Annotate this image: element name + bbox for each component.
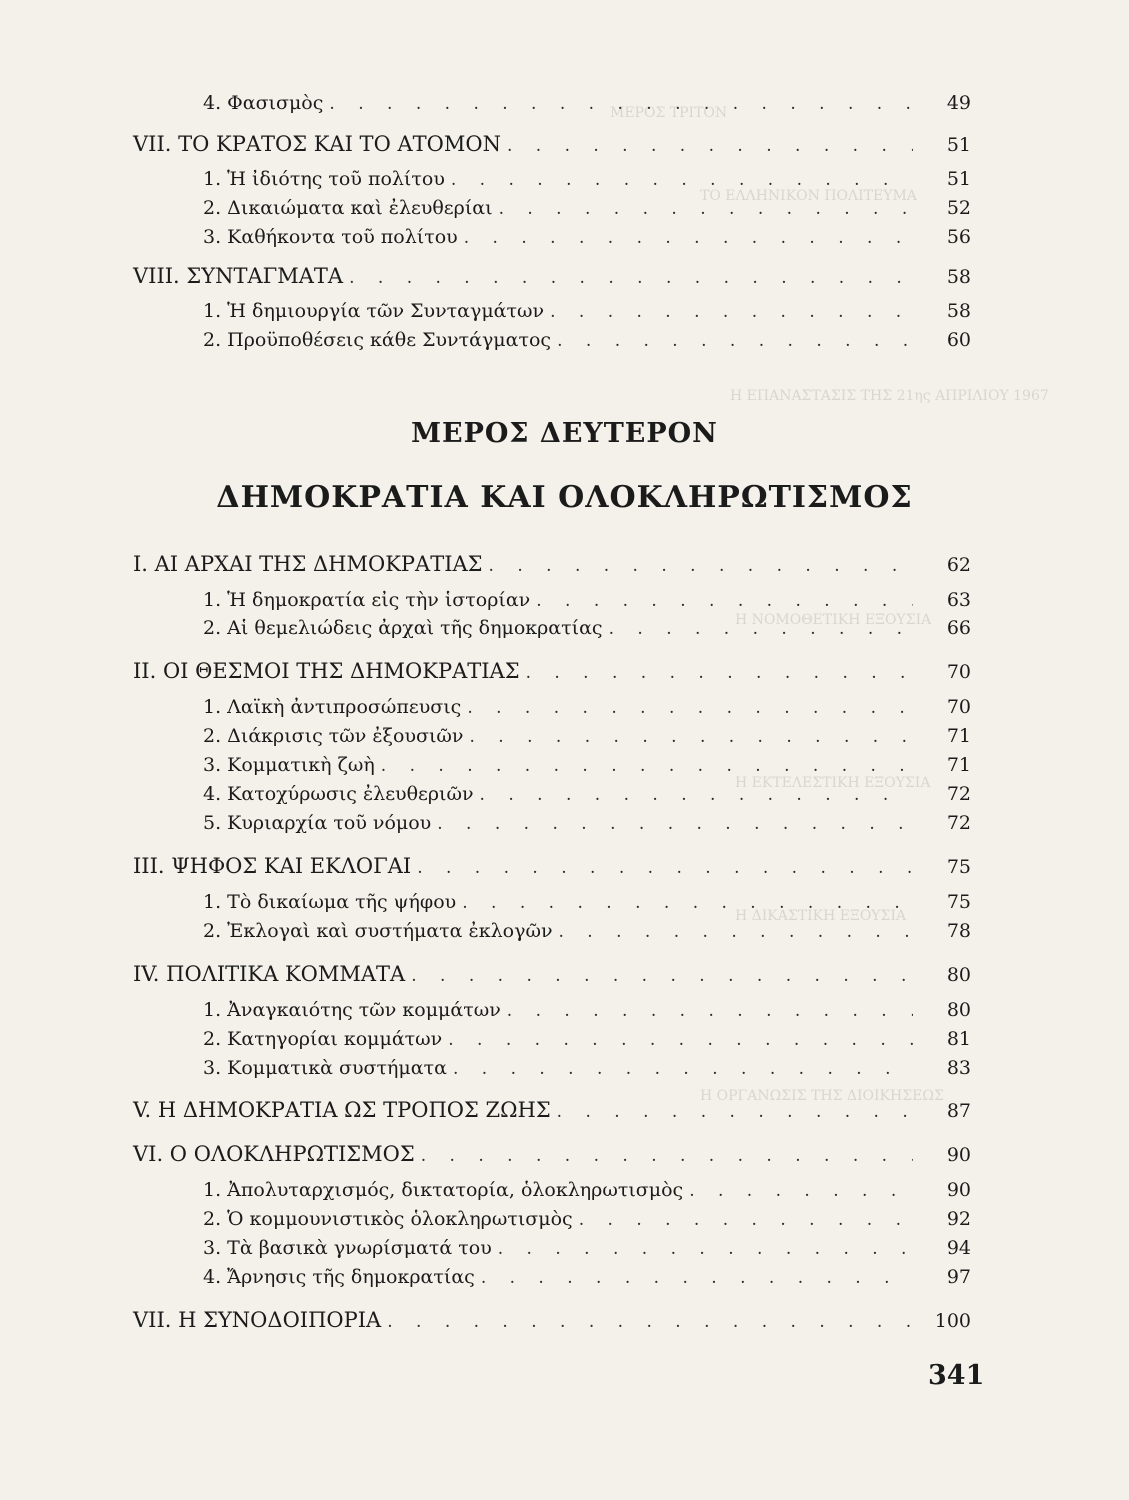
toc-entry[interactable]: [203, 222, 971, 252]
toc-page-number[interactable]: 70: [946, 696, 971, 718]
toc-chapter[interactable]: [133, 1139, 971, 1169]
toc-entry-label: 2. Προϋποθέσεις κάθε Συντάγματος: [203, 329, 552, 351]
toc-chapter-label: II. ΟΙ ΘΕΣΜΟΙ ΤΗΣ ΔΗΜΟΚΡΑΤΙΑΣ: [133, 659, 520, 683]
toc-page-number[interactable]: 100: [934, 1310, 971, 1332]
toc-chapter-label: III. ΨΗΦΟΣ ΚΑΙ ΕΚΛΟΓΑΙ: [133, 854, 412, 878]
toc-entry[interactable]: [203, 585, 971, 615]
toc-page-number[interactable]: 97: [946, 1266, 971, 1288]
dot-leader: [462, 888, 913, 918]
toc-entry-label: 5. Κυριαρχία τοῦ νόμου: [203, 812, 432, 834]
toc-page-number[interactable]: 66: [946, 617, 971, 639]
show-through-text: Η ΟΡΓΑΝΩΣΙΣ ΤΗΣ ΔΙΟΙΚΗΣΕΩΣ: [700, 1088, 944, 1104]
toc-page-number[interactable]: 80: [946, 999, 971, 1021]
page-number: 341: [928, 1360, 985, 1391]
toc-page-number[interactable]: 63: [946, 589, 971, 611]
dot-leader: [480, 780, 913, 810]
toc-page-number[interactable]: 87: [946, 1100, 971, 1122]
dot-leader: [464, 223, 913, 253]
dot-leader: [417, 853, 913, 883]
toc-entry-label: 2. Ἐκλογαὶ καὶ συστήματα ἐκλογῶν: [203, 920, 553, 942]
toc-page-number[interactable]: 58: [946, 300, 971, 322]
toc-chapter-label: V. Η ΔΗΜΟΚΡΑΤΙΑ ΩΣ ΤΡΟΠΟΣ ΖΩΗΣ: [133, 1098, 551, 1122]
dot-leader: [559, 917, 914, 947]
toc-entry[interactable]: [203, 1053, 971, 1083]
toc-page-number[interactable]: 51: [946, 134, 971, 156]
toc-entry[interactable]: [203, 721, 971, 751]
toc-page-number[interactable]: 51: [946, 168, 971, 190]
dot-leader: [469, 722, 913, 752]
toc-page-number[interactable]: 71: [946, 754, 971, 776]
toc-entry-label: 4. Φασισμὸς: [203, 92, 324, 114]
toc-entry-label: 1. Τὸ δικαίωμα τῆς ψήφου: [203, 891, 457, 913]
toc-chapter-label: VIII. ΣΥΝΤΑΓΜΑΤΑ: [133, 264, 344, 288]
toc-entry-label: 3. Κομματικὰ συστήματα: [203, 1057, 447, 1079]
dot-leader: [437, 809, 913, 839]
toc-entry-label: 2. Διάκρισις τῶν ἐξουσιῶν: [203, 725, 464, 747]
toc-page-number[interactable]: 80: [946, 964, 971, 986]
toc-chapter[interactable]: [133, 959, 971, 989]
dot-leader: [381, 751, 913, 781]
toc-entry-label: 1. Ἡ ἰδιότης τοῦ πολίτου: [203, 168, 445, 190]
show-through-text: Η ΔΙΚΑΣΤΙΚΗ ΕΞΟΥΣΙΑ: [735, 908, 907, 924]
toc-page-number[interactable]: 75: [946, 856, 971, 878]
toc-chapter-label: I. ΑΙ ΑΡΧΑΙ ΤΗΣ ΔΗΜΟΚΡΑΤΙΑΣ: [133, 552, 483, 576]
toc-entry-label: 1. Ἡ δημοκρατία εἰς τὴν ἱστορίαν: [203, 589, 531, 611]
toc-entry-label: 3. Κομματικὴ ζωὴ: [203, 754, 375, 776]
toc-chapter[interactable]: [133, 129, 971, 159]
toc-entry[interactable]: [203, 779, 971, 809]
toc-entry-label: 3. Καθήκοντα τοῦ πολίτου: [203, 226, 458, 248]
toc-page-number[interactable]: 58: [946, 266, 971, 288]
toc-entry[interactable]: [203, 692, 971, 722]
dot-leader: [421, 1141, 913, 1171]
toc-page-number[interactable]: 71: [946, 725, 971, 747]
toc-entry-label: 2. Κατηγορίαι κομμάτων: [203, 1028, 443, 1050]
toc-chapter-label: IV. ΠΟΛΙΤΙΚΑ ΚΟΜΜΑΤΑ: [133, 962, 406, 986]
show-through-text: Η ΕΚΤΕΛΕΣΤΙΚΗ ΕΞΟΥΣΙΑ: [735, 775, 931, 791]
show-through-text: ΜΕΡΟΣ ΤΡΙΤΟΝ: [610, 105, 728, 121]
toc-chapter-label: VI. Ο ΟΛΟΚΛΗΡΩΤΙΣΜΟΣ: [133, 1142, 415, 1166]
dot-leader: [609, 614, 913, 644]
toc-page-number[interactable]: 72: [946, 812, 971, 834]
toc-entry-label: 2. Δικαιώματα καὶ ἐλευθερίαι: [203, 197, 493, 219]
toc-chapter-label: VII. Η ΣΥΝΟΔΟΙΠΟΡΙΑ: [133, 1308, 382, 1332]
toc-page-number[interactable]: 56: [946, 226, 971, 248]
dot-leader: [467, 693, 913, 723]
toc-chapter[interactable]: [133, 656, 971, 686]
toc-page-number[interactable]: 60: [946, 329, 971, 351]
toc-entry-label: 1. Ἀναγκαιότης τῶν κομμάτων: [203, 999, 501, 1021]
dot-leader: [507, 131, 913, 161]
dot-leader: [453, 1054, 913, 1084]
toc-page-number[interactable]: 49: [946, 92, 971, 114]
toc-entry[interactable]: [203, 1233, 971, 1263]
toc-entry-label: 4. Ἄρνησις τῆς δημοκρατίας: [203, 1266, 475, 1288]
dot-leader: [499, 194, 913, 224]
dot-leader: [387, 1307, 913, 1337]
dot-leader: [451, 165, 913, 195]
toc-page-number[interactable]: 90: [946, 1144, 971, 1166]
toc-entry[interactable]: [203, 88, 971, 118]
toc-chapter[interactable]: [133, 1305, 971, 1335]
toc-entry-label: 2. Αἱ θεμελιώδεις ἀρχαὶ τῆς δημοκρατίας: [203, 617, 603, 639]
toc-entry[interactable]: [203, 613, 971, 643]
toc-page-number[interactable]: 92: [946, 1208, 971, 1230]
dot-leader: [329, 89, 913, 119]
toc-entry[interactable]: [203, 916, 971, 946]
toc-page-number[interactable]: 72: [946, 783, 971, 805]
toc-chapter[interactable]: [133, 261, 971, 291]
dot-leader: [557, 326, 913, 356]
dot-leader: [448, 1025, 913, 1055]
dot-leader: [507, 996, 913, 1026]
dot-leader: [498, 1234, 913, 1264]
toc-page-number[interactable]: 81: [946, 1028, 971, 1050]
toc-entry[interactable]: [203, 1262, 971, 1292]
toc-entry[interactable]: [203, 1024, 971, 1054]
toc-entry-label: 1. Λαϊκὴ ἀντιπροσώπευσις: [203, 696, 462, 718]
dot-leader: [536, 586, 913, 616]
toc-entry[interactable]: [203, 296, 971, 326]
toc-chapter[interactable]: [133, 549, 971, 579]
toc-entry[interactable]: [203, 164, 971, 194]
dot-leader: [689, 1176, 913, 1206]
toc-entry-label: 1. Ἀπολυταρχισμός, δικτατορία, ὁλοκληρωτισμὸς: [203, 1179, 684, 1201]
show-through-text: Η ΕΠΑΝΑΣΤΑΣΙΣ ΤΗΣ 21ης ΑΠΡΙΛΙΟΥ 1967: [730, 388, 1049, 404]
show-through-text: ΤΟ ΕΛΛΗΝΙΚΟΝ ΠΟΛΙΤΕΥΜΑ: [700, 188, 917, 204]
toc-page-number[interactable]: 62: [946, 554, 971, 576]
toc-entry[interactable]: [203, 995, 971, 1025]
toc-chapter[interactable]: [133, 851, 971, 881]
toc-page-number[interactable]: 52: [946, 197, 971, 219]
toc-entry-label: 3. Τὰ βασικὰ γνωρίσματά του: [203, 1237, 492, 1259]
dot-leader: [411, 961, 913, 991]
toc-page-number[interactable]: 94: [946, 1237, 971, 1259]
dot-leader: [579, 1205, 913, 1235]
part-label: ΜΕΡΟΣ ΔΕΥΤΕΡΟΝ: [411, 418, 718, 449]
toc-page-number[interactable]: 78: [946, 920, 971, 942]
part-title: ΔΗΜΟΚΡΑΤΙΑ ΚΑΙ ΟΛΟΚΛΗΡΩΤΙΣΜΟΣ: [216, 480, 913, 515]
toc-entry-label: 1. Ἡ δημιουργία τῶν Συνταγμάτων: [203, 300, 545, 322]
toc-page-number[interactable]: 70: [946, 661, 971, 683]
dot-leader: [557, 1097, 913, 1127]
toc-entry-label: 2. Ὁ κομμουνιστικὸς ὁλοκληρωτισμὸς: [203, 1208, 573, 1230]
toc-page-number[interactable]: 90: [946, 1179, 971, 1201]
show-through-text: Η ΝΟΜΟΘΕΤΙΚΗ ΕΞΟΥΣΙΑ: [735, 612, 932, 628]
toc-entry[interactable]: [203, 1175, 971, 1205]
toc-entry-label: 4. Κατοχύρωσις ἐλευθεριῶν: [203, 783, 474, 805]
toc-page-number[interactable]: 75: [946, 891, 971, 913]
dot-leader: [550, 297, 913, 327]
toc-entry[interactable]: [203, 808, 971, 838]
dot-leader: [481, 1263, 913, 1293]
dot-leader: [349, 263, 913, 293]
toc-entry[interactable]: [203, 887, 971, 917]
toc-page-number[interactable]: 83: [946, 1057, 971, 1079]
toc-chapter[interactable]: [133, 1095, 971, 1125]
toc-entry[interactable]: [203, 193, 971, 223]
toc-entry[interactable]: [203, 325, 971, 355]
dot-leader: [489, 551, 913, 581]
toc-entry[interactable]: [203, 750, 971, 780]
toc-entry[interactable]: [203, 1204, 971, 1234]
dot-leader: [526, 658, 913, 688]
toc-chapter-label: VII. ΤΟ ΚΡΑΤΟΣ ΚΑΙ ΤΟ ΑΤΟΜΟΝ: [133, 132, 501, 156]
